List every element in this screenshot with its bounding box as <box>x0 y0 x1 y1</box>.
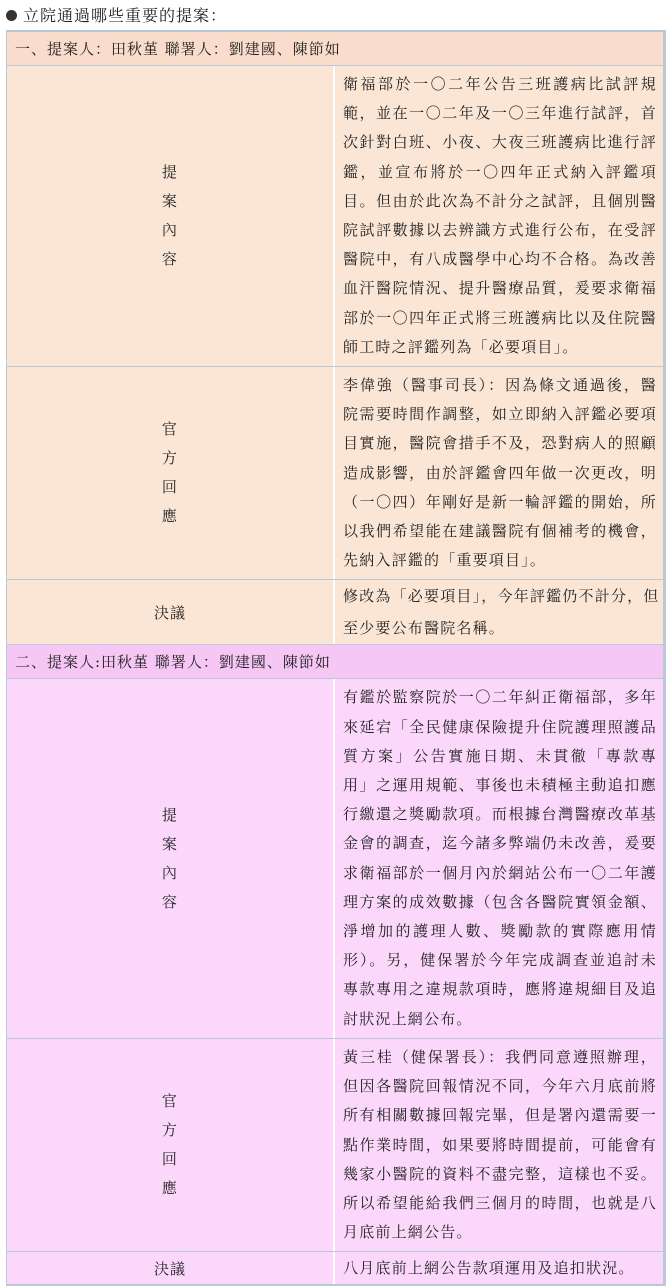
decision-content: 八月底前上網公告款項運用及追扣狀況。 <box>335 1252 663 1284</box>
response-row <box>7 1039 663 1251</box>
section-header: 二、提案人:田秋堇 聯署人：劉建國、陳節如 <box>7 645 663 678</box>
proposals-table-frame <box>6 30 666 1286</box>
response-label: 官方回應 <box>7 367 335 579</box>
section-header-row <box>7 645 663 678</box>
proposal-section-2 <box>7 645 663 1284</box>
proposal-label: 提案內容 <box>7 679 335 1037</box>
decision-label: 決議 <box>7 1252 335 1284</box>
response-content: 黃三桂（健保署長）：我們同意遵照辦理，但因各醫院回報情況不同，今年六月底前將所有相關數據回報完畢，但是署內還需要一點作業時間，如果要將時間提前，可能會有幾家小醫院的資料不盡完整，這樣也不妥。所以希望能給我們三個月的時間，也就是八月底前上網公告。 <box>335 1039 663 1251</box>
response-content: 李偉強（醫事司長）：因為條文通過後，醫院需要時間作調整，如立即納入評鑑必要項目實施，醫院會措手不及，恐對病人的照顧造成影響，由於評鑑會四年做一次更改，明（一〇四）年剛好是新一輪評鑑的開始，所以我們希望能在建議醫院有個補考的機會，先納入評鑑的「重要項目」。 <box>335 367 663 579</box>
response-row <box>7 367 663 579</box>
section-header: 一、提案人：田秋堇 聯署人：劉建國、陳節如 <box>7 32 663 65</box>
proposal-row <box>7 66 663 366</box>
section-header-row <box>7 32 663 65</box>
decision-row <box>7 1252 663 1284</box>
proposal-content: 衛福部於一〇二年公告三班護病比試評規範，並在一〇二年及一〇三年進行試評，首次針對白班、小夜、大夜三班護病比進行評鑑，並宣布將於一〇四年正式納入評鑑項目。但由於此次為不計分之試評，且個別醫院試評數據以去辨識方式進行公布，在受評醫院中，有八成醫學中心均不合格。為改善血汗醫院情況、提升醫療品質，爰要求衛福部於一〇四年正式將三班護病比以及住院醫師工時之評鑑列為「必要項目」。 <box>335 66 663 366</box>
proposal-label: 提案內容 <box>7 66 335 366</box>
response-label: 官方回應 <box>7 1039 335 1251</box>
heading-text: 立院通過哪些重要的提案： <box>23 6 228 25</box>
proposals-table <box>7 31 663 1285</box>
proposal-section-1 <box>7 32 663 644</box>
proposal-row <box>7 679 663 1037</box>
bullet-icon <box>6 10 17 21</box>
decision-content: 修改為「必要項目」，今年評鑑仍不計分，但至少要公布醫院名稱。 <box>335 580 663 644</box>
decision-row <box>7 580 663 644</box>
proposal-content: 有鑑於監察院於一〇二年糾正衛福部，多年來延宕「全民健康保險提升住院護理照護品質方案」公告實施日期、未貫徹「專款專用」之運用規範、事後也未積極主動追扣應行繳還之獎勵款項。而根據台灣醫療改革基金會的調查，迄今諸多弊端仍未改善，爰要求衛福部於一個月內於網站公布一〇二年護理方案的成效數據（包含各醫院實領金額、淨增加的護理人數、獎勵款的實際應用情形）。另，健保署於今年完成調查並追討未專款專用之違規款項時，應將違規細目及追討狀況上網公布。 <box>335 679 663 1037</box>
section-heading <box>6 4 227 28</box>
decision-label: 決議 <box>7 580 335 644</box>
